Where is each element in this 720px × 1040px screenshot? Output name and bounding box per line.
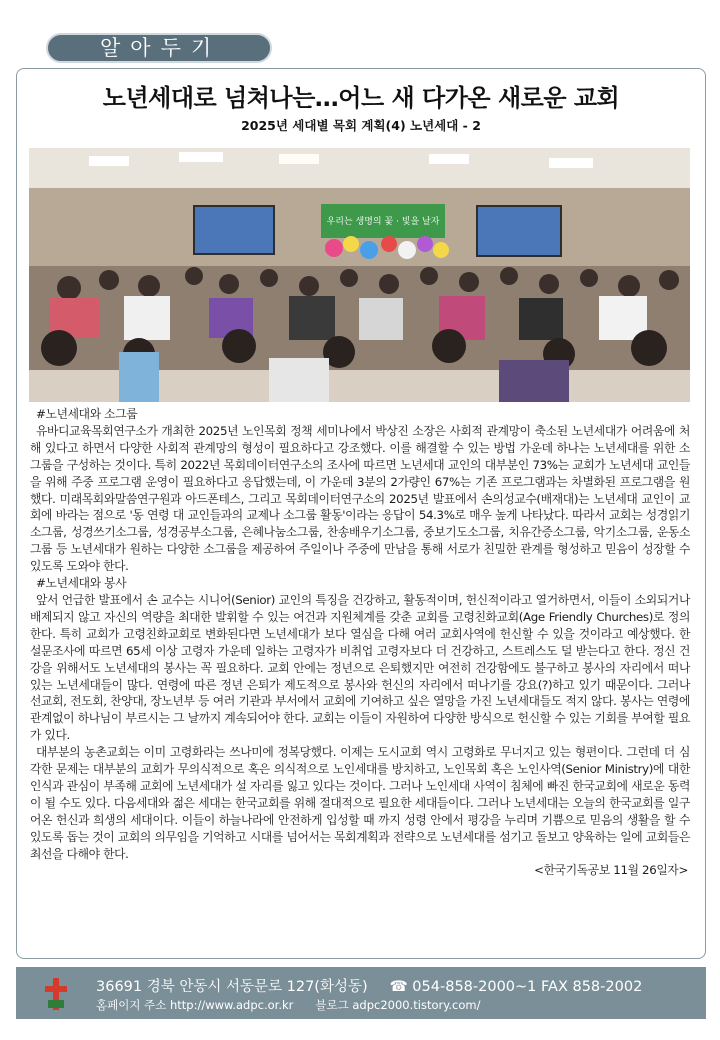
- footer-address: 36691 경북 안동시 서동문로 127(화성동): [96, 979, 368, 995]
- article-photo: [29, 148, 690, 402]
- section-heading: #노년세대와 봉사: [36, 576, 127, 591]
- article-body: [30, 406, 690, 879]
- church-logo-icon: [42, 976, 70, 1012]
- section-heading: #노년세대와 소그룹: [36, 407, 138, 421]
- footer-homepage[interactable]: 홈페이지 주소 http://www.adpc.or.kr: [96, 998, 294, 1012]
- article-paragraph: 유바디교육목회연구소가 개최한 2025년 노인목회 정책 세미나에서 박상진 소장은 사회적 관계망이 축소된 노년세대가 어려움에 처해 있다고 하면서 다양한 사회적 관계망의 형성이 필요하다고 강조했다. 이를 해결할 수 있는 방법 가운데 하나는 노년세대를 위한 소그룹을 구성하는 것이다. 특히 2022년 목회데이터연구소의 조사에 따르면 노년세대 교인의 대부분인 73%는 교회가 노년세대 교인들을 위해 주중 프로그램 운영이 필요하다고 응답했는데, 이 가운데 3분의 2가량인 67%는 기존 프로그램과는 차별화된 프로그램을 원했다. 미래목회와말씀연구원과 아드폰테스, 그리고 목회데이터연구소의 2025년 발표에서 손의성교수(배재대)는 노년세대 교인이 교회에 바라는 점으로 '동 연령 대 교인들과의 교제나 소그룹 활동'이라는 응답이 54.3%로 매우 높게 나타났다. 따라서 교회는 성경읽기소그룹, 성경쓰기소그룹, 성경공부소그룹, 은혜나눔소그룹, 찬송배우기소그룹, 중보기도소그룹, 치유간증소그룹, 악기소그룹, 운동소그룹 등 노년세대가 원하는 다양한 소그룹을 제공하여 주일이나 주중에 만남을 통해 서로가 친밀한 관계를 형성하고 믿음이 성장할 수 있도록 도와야 한다.: [30, 423, 690, 574]
- footer-blog[interactable]: 블로그 adpc2000.tistory.com/: [315, 998, 481, 1012]
- article-paragraph: 대부분의 농촌교회는 이미 고령화라는 쓰나미에 정복당했다. 이제는 도시교회 역시 고령화로 무너지고 있는 형편이다. 그런데 더 심각한 문제는 대부분의 교회가 무의식적으로 혹은 의식적으로 노인세대를 방치하고, 노인목회 혹은 노인사역(Senior Ministry)에 대한 인식과 관심이 부족해 교회에 노년세대가 설 자리를 잃고 있다는 것이다. 그러나 노인세대 사역이 침체에 빠진 한국교회에 새로운 동력이 될 수도 있다. 다음세대와 젊은 세대는 한국교회를 위해 절대적으로 필요한 세대들이다. 그러나 노년세대는 오늘의 한국교회를 일구어온 헌신과 희생의 세대이다. 이들이 하늘나라에 안전하게 입성할 때 까지 성령 안에서 평강을 누리며 기쁨으로 믿음의 생활을 할 수 있도록 돕는 것이 교회의 의무임을 기억하고 시대를 넘어서는 목회계획과 전략으로 노년세대를 섬기고 돌보고 양육하는 일에 교회들은 최선을 다해야 한다.: [30, 745, 690, 861]
- article-paragraph: 앞서 언급한 발표에서 손 교수는 시니어(Senior) 교인의 특징을 건강하고, 활동적이며, 헌신적이라고 열거하면서, 이들이 소외되거나 배제되지 않고 자신의 역량을 최대한 발휘할 수 있는 여건과 지원체계를 갖춘 교회를 고령친화교회(Age Friendly Churches)로 정의한다. 특히 교회가 고령친화교회로 변화된다면 노년세대가 보다 열심을 다해 여러 교회사역에 헌신할 수 있을 것이라고 예상했다. 한 설문조사에 따르면 65세 이상 고령자 가운데 일하는 고령자가 비취업 고령자보다 더 건강하고, 스트레스도 덜 받는다고 한다. 정신 건강을 위해서도 노년세대의 봉사는 꼭 필요하다. 교회 안에는 정년으로 은퇴했지만 여전히 건강함에도 불구하고 봉사의 자리에서 떠나 있는 노년세대들이 많다. 연령에 따른 정년 은퇴가 제도적으로 봉사와 헌신의 자리에서 떠나기를 강요(?)하고 있기 때문이다. 그러나 선교회, 전도회, 찬양대, 장노년부 등 여러 기관과 부서에서 교회에 기여하고 싶은 열망을 가진 노년세대들도 적지 않다. 봉사는 연령에 관계없이 하나님이 부르시는 그 날까지 계속되어야 한다. 교회는 이들이 자원하여 다양한 방식으로 헌신할 수 있는 기회를 부여할 필요가 있다.: [30, 592, 690, 743]
- section-tab: 알아두기: [46, 33, 272, 63]
- subtitle: 2025년 세대별 목회 계획(4) 노년세대 - 2: [241, 118, 481, 133]
- photo-banner-text: 우리는 생명의 꽃 · 빛을 날자: [326, 217, 440, 227]
- article-source: <한국기독공보 11월 26일자>: [534, 863, 688, 878]
- footer-phone: ☎ 054-858-2000~1 FAX 858-2002: [389, 979, 643, 995]
- headline: 노년세대로 넘쳐나는…어느 새 다가온 새로운 교회: [102, 84, 620, 112]
- footer: [16, 967, 706, 1019]
